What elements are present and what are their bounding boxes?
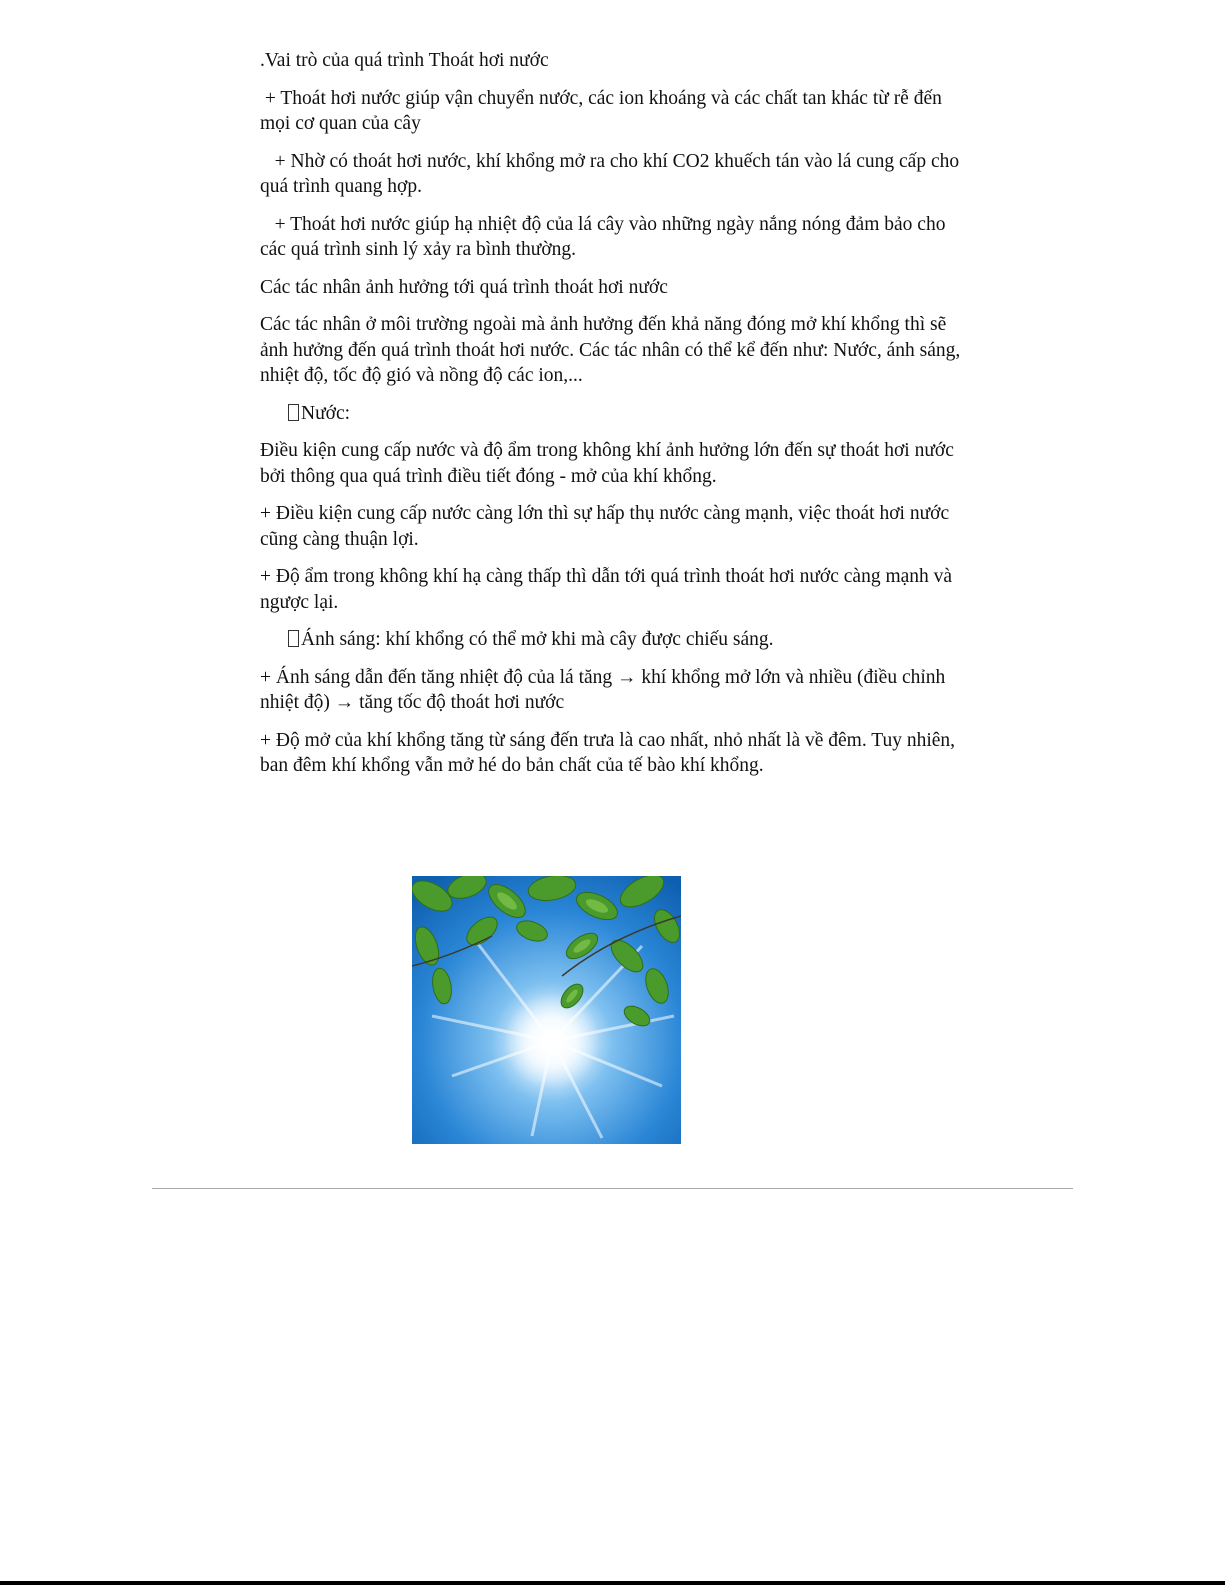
page-divider <box>152 1188 1073 1189</box>
sunlight-leaves-photo <box>412 876 681 1144</box>
document-body <box>260 48 965 791</box>
page-bottom-edge <box>0 1581 1225 1585</box>
light-point-2: + Độ mở của khí khổng tăng từ sáng đến trưa là cao nhất, nhỏ nhất là về đêm. Tuy nhiên, ban đêm khí khổng vẫn mở hé do bản chất của tế bào khí khổng. <box>260 729 956 776</box>
water-point-2: + Độ ẩm trong không khí hạ càng thấp thì dẫn tới quá trình thoát hơi nước càng mạnh và ngược lại. <box>260 566 953 613</box>
factors-intro: Các tác nhân ở môi trường ngoài mà ảnh hưởng đến khả năng đóng mở khí khổng thì sẽ ảnh hưởng đến quá trình thoát hơi nước. Các tác nhân có thể kể đến như: Nước, ánh sáng, nhiệt độ, tốc độ gió và nồng độ các ion,... <box>260 314 961 386</box>
sunlight-leaves-illustration <box>412 876 681 1144</box>
bullet-box-icon <box>288 630 299 647</box>
heading-factors: Các tác nhân ảnh hưởng tới quá trình thoát hơi nước <box>260 276 668 298</box>
water-bullet <box>260 401 965 427</box>
role-point-3: + Thoát hơi nước giúp hạ nhiệt độ của lá cây vào những ngày nắng nóng đảm bảo cho các quá trình sinh lý xảy ra bình thường. <box>260 213 951 260</box>
water-point-1: + Điều kiện cung cấp nước càng lớn thì sự hấp thụ nước càng mạnh, việc thoát hơi nước cũng càng thuận lợi. <box>260 503 950 550</box>
water-label: Nước: <box>301 402 351 424</box>
light-point-1: + Ánh sáng dẫn đến tăng nhiệt độ của lá tăng → khí khổng mở lớn và nhiều (điều chỉnh nhiệt độ) → tăng tốc độ thoát hơi nước <box>260 666 946 713</box>
light-label: Ánh sáng: khí khổng có thể mở khi mà cây được chiếu sáng. <box>301 629 774 650</box>
light-bullet <box>260 627 965 653</box>
role-point-2: + Nhờ có thoát hơi nước, khí khổng mở ra cho khí CO2 khuếch tán vào lá cung cấp cho quá trình quang hợp. <box>260 150 964 197</box>
heading-role: .Vai trò của quá trình Thoát hơi nước <box>260 50 549 71</box>
role-point-1: + Thoát hơi nước giúp vận chuyển nước, các ion khoáng và các chất tan khác từ rễ đến mọi cơ quan của cây <box>260 87 947 134</box>
bullet-box-icon <box>288 404 299 421</box>
water-desc: Điều kiện cung cấp nước và độ ẩm trong không khí ảnh hưởng lớn đến sự thoát hơi nước bởi thông qua quá trình điều tiết đóng - mở của khí khổng. <box>260 440 954 487</box>
